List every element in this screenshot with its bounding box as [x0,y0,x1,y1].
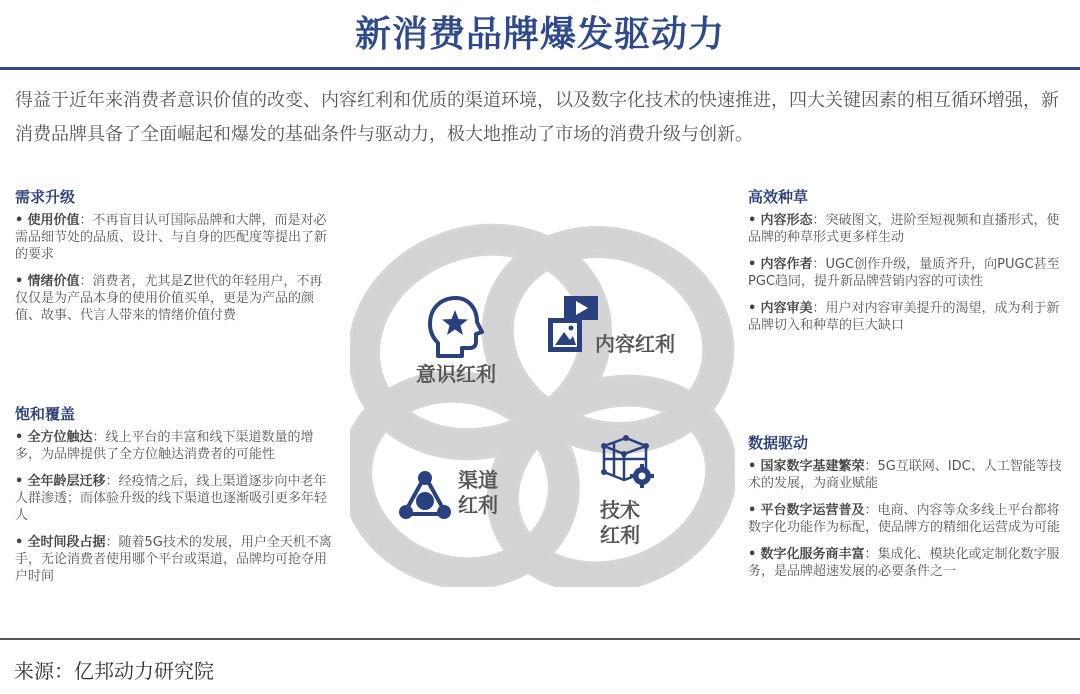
network-triangle-icon [399,471,451,519]
section-data-driven [748,432,1066,590]
list-item [15,429,333,463]
bullet-mark: • [15,430,24,445]
footer-divider [0,638,1080,640]
item-label: 情绪价值 [27,274,80,289]
item-text: ：经疫情之后，线上渠道逐步向中老年人群渗透；而体验升级的线下渠道也逐渐吸引更多年轻人 [15,474,328,523]
source-note: 来源：亿邦动力研究院 [14,659,214,683]
list-item [748,458,1066,492]
list-item [748,502,1066,536]
section-efficient-seeding [748,186,1066,344]
label-awareness-dividend: 意识红利 [416,362,496,386]
label-line: 红利 [458,493,498,517]
section-heading: 数据驱动 [748,434,809,452]
item-label: 内容审美 [760,301,813,316]
item-label: 使用价值 [27,213,80,228]
label-content-dividend: 内容红利 [595,332,675,356]
item-text: ：不再盲目认可国际品牌和大牌，而是对必需品细节处的品质、设计、与自身的匹配度等提出了新的要求 [15,213,328,262]
item-text: ：5G互联网、IDC、人工智能等技术的发展，为商业赋能 [748,459,1062,491]
loop-rings-graphic [350,222,735,587]
list-item [15,473,333,524]
bullet-mark: • [748,213,757,228]
label-line: 红利 [600,523,640,547]
list-item [15,273,333,324]
list-item [15,212,333,263]
head-star-icon [430,298,482,356]
list-item [748,256,1066,290]
item-text: ：用户对内容审美提升的渴望，成为利于新品牌切入和种草的巨大缺口 [748,301,1060,333]
item-text: ：UGC创作升级，量质齐升，向PUGC甚至PGC趋同，提升新品牌营销内容的可读性 [748,257,1060,289]
bullet-mark: • [748,459,757,474]
section-demand-upgrade [15,186,333,334]
bullet-mark: • [15,535,24,550]
bullet-mark: • [15,474,24,489]
intro-paragraph: 得益于近年来消费者意识价值的改变、内容红利和优质的渠道环境，以及数字化技术的快速推进，四大关键因素的相互循环增强，新消费品牌具备了全面崛起和爆发的基础条件与驱动力，极大地推动了市场的消费升级与创新。 [15,90,1059,145]
bullet-mark: • [748,503,757,518]
bullet-mark: • [748,301,757,316]
label-line: 技术 [600,498,640,522]
label-tech-dividend [600,498,640,548]
list-item [15,534,333,585]
section-saturated-coverage [15,403,333,595]
item-label: 全年龄层迁移 [27,474,106,489]
section-heading: 饱和覆盖 [15,405,76,423]
item-label: 数字化服务商丰富 [760,547,865,562]
list-item [748,300,1066,334]
item-text: ：随着5G技术的发展，用户全天机不离手，无论消费者使用哪个平台或渠道，品牌均可抢夺用户时间 [15,535,332,584]
title-divider [0,67,1080,70]
bullet-mark: • [748,547,757,562]
item-text: ：线上平台的丰富和线下渠道数量的增多，为品牌提供了全方位触达消费者的可能性 [15,430,314,462]
item-label: 全方位触达 [27,430,93,445]
item-label: 内容作者 [760,257,813,272]
section-heading: 高效种草 [748,188,809,206]
label-channel-dividend [458,468,498,518]
bullet-mark: • [748,257,757,272]
item-label: 全时间段占据 [27,535,106,550]
item-text: ：集成化、模块化或定制化数字服务，是品牌超速发展的必要条件之一 [748,547,1060,579]
item-text: ：突破图文，进阶至短视频和直播形式，使品牌的种草形式更多样生动 [748,213,1060,245]
list-item [748,212,1066,246]
item-label: 平台数字运营普及 [760,503,865,518]
bullet-mark: • [15,274,24,289]
item-text: ：消费者，尤其是Z世代的年轻用户，不再仅仅是为产品本身的使用价值买单，更是为产品的颜值、故事、代言人带来的情绪价值付费 [15,274,323,323]
item-text: ：电商、内容等众多线上平台都将数字化功能作为标配，使品牌方的精细化运营成为可能 [748,503,1061,535]
section-heading: 需求升级 [15,188,76,206]
bullet-mark: • [15,213,24,228]
item-label: 内容形态 [760,213,813,228]
page-title: 新消费品牌爆发驱动力 [354,14,725,55]
list-item [748,546,1066,580]
item-label: 国家数字基建繁荣 [760,459,865,474]
label-line: 渠道 [458,468,498,492]
four-loop-diagram [350,222,735,587]
